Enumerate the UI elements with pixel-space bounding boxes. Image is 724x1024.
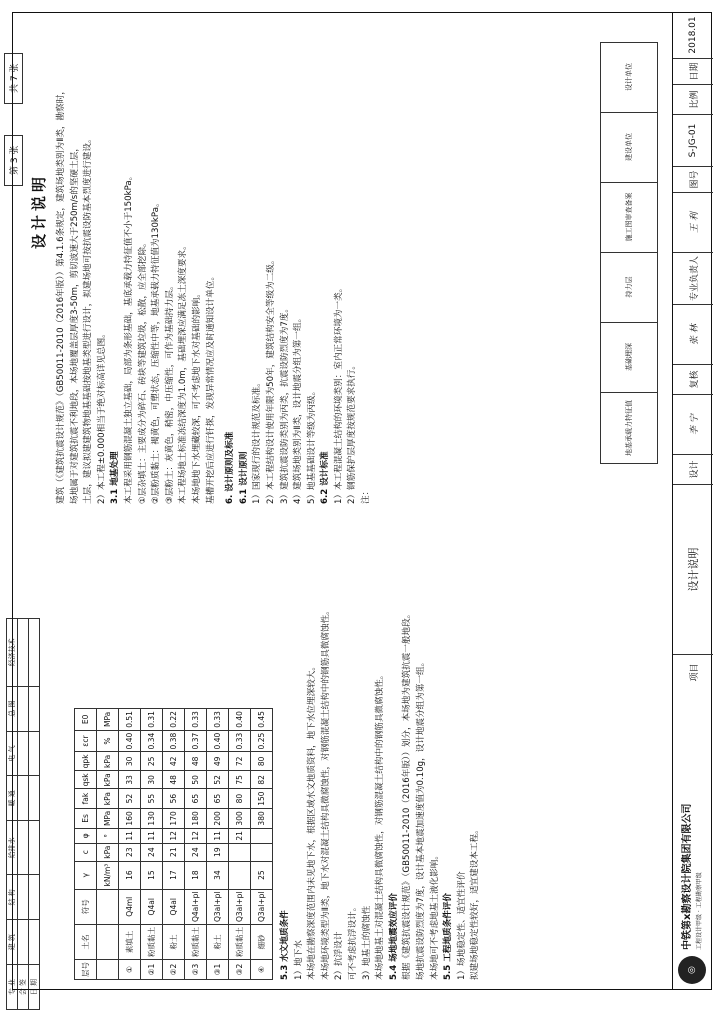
table-cell: 0.40 — [119, 730, 141, 752]
table-unit-cell: kPa — [97, 771, 119, 789]
table-unit-cell: ° — [97, 829, 119, 844]
table-cell: 50 — [185, 771, 207, 789]
paragraph: 本工程采用钢筋混凝土独立基础，局部为条形基础，基底承载力特征值不小于150kPa。 — [123, 171, 134, 504]
table-cell: 21 — [229, 829, 251, 844]
table-cell: 0.25 — [251, 730, 273, 752]
table-row — [119, 709, 141, 980]
table-cell: 19 — [207, 843, 229, 861]
paragraph: 2）本工程±0.000相当于绝对标高详见总图。 — [96, 329, 107, 504]
table-cell: 130 — [141, 808, 163, 828]
table-cell: 粉质黏土 — [141, 925, 163, 960]
table-cell: 49 — [207, 752, 229, 771]
table-cell — [229, 861, 251, 889]
table-row — [163, 709, 185, 980]
list-item: 5）地基基础设计等级为丙级。 — [306, 386, 317, 504]
approval-cell: 建 筑 — [7, 920, 18, 965]
company-logo-icon: ◎ — [678, 956, 706, 984]
page-number: 第 3 张 — [4, 135, 23, 186]
approval-cell: 暖 通 — [7, 776, 18, 821]
table-cell: 0.33 — [207, 709, 229, 731]
note-cell: 建设单位 — [601, 112, 657, 183]
date: 2018.01 — [688, 16, 698, 54]
table-cell: 23 — [119, 843, 141, 861]
table-row — [251, 709, 273, 980]
table-cell: ① — [119, 960, 141, 980]
paragraph: 场地抗震设防烈度为7度，设计基本地震加速度值为0.10g，设计地震分组为第一组。 — [415, 657, 426, 980]
left-column — [55, 24, 374, 504]
paragraph: ③层粉土：灰黄色，稍密，中压缩性，可作为基础持力层。 — [164, 281, 175, 504]
table-cell: 300 — [229, 808, 251, 828]
table-cell: 55 — [141, 789, 163, 808]
table-row — [141, 709, 163, 980]
soil-parameter-table — [74, 708, 273, 980]
table-cell: 34 — [207, 861, 229, 889]
check-label: 复核 — [673, 364, 713, 394]
table-cell: 0.45 — [251, 709, 273, 731]
table-unit-cell: kPa — [97, 752, 119, 771]
table-cell: Q4ml — [119, 889, 141, 924]
table-cell: 24 — [185, 843, 207, 861]
design-signature: 李 宁 — [673, 394, 713, 454]
table-cell: 200 — [207, 808, 229, 828]
approval-cell: 日 期 — [29, 965, 40, 1010]
note-cell: 施工图审查备案 — [601, 182, 657, 253]
drawing-no: S-JG-01 — [673, 114, 713, 166]
paragraph: ①层杂填土：主要成分为碎石、砖块等建筑垃圾，松散，应全部挖除。 — [137, 238, 148, 504]
table-cell: ③1 — [207, 960, 229, 980]
table-unit-cell — [97, 960, 119, 980]
table-cell: 18 — [185, 861, 207, 889]
paragraph: 本场地环境类型为Ⅱ类，地下水对混凝土结构具微腐蚀性，对钢筋混凝土结构中的钢筋具微腐蚀性。 — [320, 606, 331, 980]
table-cell: 12 — [163, 829, 185, 844]
table-header-cell: E0 — [75, 709, 97, 731]
table-cell: 11 — [141, 829, 163, 844]
table-cell: 48 — [185, 752, 207, 771]
table-cell: 80 — [229, 789, 251, 808]
table-cell: 82 — [251, 771, 273, 789]
table-cell: 25 — [141, 752, 163, 771]
table-cell: 75 — [229, 771, 251, 789]
table-cell: 素填土 — [119, 925, 141, 960]
table-cell: 170 — [163, 808, 185, 828]
paragraph: 根据《建筑抗震设计规范》（GB50011-2010（2016年版））划分，本场地为建筑抗震一般地段。 — [402, 609, 413, 980]
table-cell: 25 — [251, 861, 273, 889]
list-item: 1）国家现行的设计规范及标准。 — [252, 378, 263, 504]
list-item: 3）建筑抗震设防类别为丙类，抗震设防烈度为7度。 — [279, 304, 290, 504]
table-cell: 52 — [207, 771, 229, 789]
paragraph: 1）场地稳定性、适宜性评价 — [456, 871, 467, 980]
paragraph: 可不考虑抗浮设计。 — [347, 902, 358, 980]
table-cell: 17 — [163, 861, 185, 889]
approval-cell: 结 构 — [7, 875, 18, 920]
table-cell: 65 — [185, 789, 207, 808]
note-cell: 基础埋深 — [601, 322, 657, 393]
paragraph: 建筑（《建筑抗震设计规范》（GB50011-2010（2016年版））第4.1.6条规定，建筑场地类别为Ⅱ类，勘察时， — [56, 86, 66, 504]
specialty-signature: 王 利 — [673, 192, 713, 252]
paragraph: 本场地地下水埋藏较深，可不考虑地下水对基础的影响。 — [191, 289, 202, 504]
table-cell: ②2 — [163, 960, 185, 980]
table-cell: 65 — [207, 789, 229, 808]
table-cell: 30 — [141, 771, 163, 789]
note-box — [600, 42, 658, 464]
table-cell: 52 — [119, 789, 141, 808]
paragraph: 本场地在勘察深度范围内未见地下水，根据区域水文地质资料，地下水位埋深较大。 — [307, 662, 318, 980]
table-cell: 15 — [141, 861, 163, 889]
check-signature: 张 林 — [673, 304, 713, 364]
table-unit-cell: kN/m³ — [97, 861, 119, 889]
table-cell: 150 — [251, 789, 273, 808]
sub-heading: 3）地基土的腐蚀性 — [361, 905, 372, 980]
paragraph: 基槽开挖后应进行钎探，发现异常情况应及时通知设计单位。 — [205, 271, 216, 504]
table-cell: 12 — [185, 829, 207, 844]
section-heading: 5.4 场地地震效应评价 — [388, 893, 399, 980]
design-label: 设计 — [673, 454, 713, 484]
doc-title: 设计说明 — [30, 172, 48, 249]
table-cell — [229, 843, 251, 861]
table-unit-cell: MPa — [97, 808, 119, 828]
table-unit-cell — [97, 925, 119, 960]
table-cell: 30 — [119, 752, 141, 771]
drawing-title: 设计说明 — [673, 484, 713, 654]
table-cell: 0.51 — [119, 709, 141, 731]
section-heading: 6.2 设计标准 — [320, 451, 331, 504]
list-item: 2）本工程结构设计使用年限为50年，建筑结构安全等级为二级。 — [265, 255, 276, 504]
section-heading: 6.1 设计原则 — [238, 451, 249, 504]
table-cell — [251, 843, 273, 861]
table-cell: 48 — [163, 771, 185, 789]
table-cell: Q4al+pl — [185, 889, 207, 924]
table-row — [229, 709, 251, 980]
approval-cell: 专 业 — [7, 965, 18, 1010]
table-cell: 0.33 — [229, 730, 251, 752]
table-row — [207, 709, 229, 980]
company-sub: 工程设计甲级 · 工程勘察甲级 — [696, 872, 703, 950]
list-item: 1）本工程混凝土结构的环境类别：室内正常环境为一类。 — [333, 283, 344, 504]
paragraph: 场地属于对建筑抗震不利地段，本场地覆盖层厚度3-50m，剪切波速大于250m/s的坚硬土层， — [69, 143, 80, 504]
scale-label: 比例 — [673, 84, 713, 114]
specialty-label: 专业负责人 — [673, 252, 713, 304]
table-cell: 180 — [185, 808, 207, 828]
sub-heading: 2）抗浮设计 — [334, 931, 345, 980]
table-cell: 24 — [141, 843, 163, 861]
approval-cell: 给排水 — [7, 821, 18, 875]
table-cell: 33 — [119, 771, 141, 789]
table-cell: 0.37 — [185, 730, 207, 752]
approval-cell: 总 图 — [7, 686, 18, 731]
table-cell: ④ — [251, 960, 273, 980]
page-total: 共 7 张 — [4, 53, 23, 104]
table-unit-cell: kPa — [97, 789, 119, 808]
project-label: 项目 — [673, 654, 713, 690]
table-cell: 粉土 — [163, 925, 185, 960]
table-cell: 21 — [163, 843, 185, 861]
table-header-cell: fak — [75, 789, 97, 808]
table-header-cell: φ — [75, 829, 97, 844]
paragraph: 本场地可不考虑地基土液化影响。 — [429, 851, 440, 980]
section-heading: 6. 设计原则及标准 — [225, 431, 236, 504]
table-header-cell: 符号 — [75, 889, 97, 924]
approval-cell: 经济技术 — [7, 619, 18, 687]
table-cell: 16 — [119, 861, 141, 889]
table-cell: Q4al — [163, 889, 185, 924]
table-cell: Q3al+pl — [251, 889, 273, 924]
company-name: 中铁第x勘察设计院集团有限公司 — [682, 803, 693, 950]
table-unit-cell: % — [97, 730, 119, 752]
note-cell: 设计单位 — [601, 42, 657, 113]
paragraph: 本工程场地土标准冻结深度为1.0m，基础埋深应满足冻土深度要求。 — [178, 241, 189, 504]
table-header-cell: c — [75, 843, 97, 861]
table-unit-cell — [97, 889, 119, 924]
table-header-cell: 土名 — [75, 925, 97, 960]
list-item: 4）建筑场地类别为Ⅱ类，设计地震分组为第一组。 — [293, 313, 304, 504]
table-unit-cell: MPa — [97, 709, 119, 731]
section-heading: 5.3 水文地质条件 — [280, 910, 290, 980]
table-cell: Q3al+pl — [229, 889, 251, 924]
table-header-cell: γ — [75, 861, 97, 889]
table-cell: 380 — [251, 808, 273, 828]
table-cell: 11 — [119, 829, 141, 844]
table-cell: 72 — [229, 752, 251, 771]
table-header-cell: qpk — [75, 752, 97, 771]
table-cell: 0.22 — [163, 709, 185, 731]
table-cell: 粉质黏土 — [229, 925, 251, 960]
table-header-cell: qsk — [75, 771, 97, 789]
table-header-cell: Es — [75, 808, 97, 828]
table-cell: 0.33 — [185, 709, 207, 731]
table-cell: 0.34 — [141, 730, 163, 752]
note-cell: 持力层 — [601, 252, 657, 323]
right-column — [70, 520, 483, 980]
paragraph: 土层，建议拟建建筑物地基基础按地基类型进行设计，拟建场地可按抗震设防基本烈度进行建设。 — [83, 134, 94, 504]
approval-cell: 会 签 — [18, 965, 29, 1010]
list-item: 2）钢筋保护层厚度按规范要求执行。 — [347, 361, 358, 504]
table-cell: ②1 — [141, 960, 163, 980]
table-header-cell: εcr — [75, 730, 97, 752]
table-row — [185, 709, 207, 980]
table-cell: 160 — [119, 808, 141, 828]
paragraph: 拟建场地稳定性较好，适宜建设本工程。 — [470, 825, 481, 980]
table-header-cell: 层号 — [75, 960, 97, 980]
paragraph: ②层粉质黏土：褐黄色，可塑状态，压缩性中等，地基承载力特征值为130kPa。 — [151, 198, 162, 504]
table-cell: ②3 — [185, 960, 207, 980]
table-cell: 0.31 — [141, 709, 163, 731]
drawing-no-label: 图号 — [673, 166, 713, 192]
table-cell: 80 — [251, 752, 273, 771]
date-label: 日期 — [673, 58, 713, 84]
approval-cell: 电 气 — [7, 731, 18, 776]
table-cell: Q3al+pl — [207, 889, 229, 924]
table-cell — [251, 829, 273, 844]
table-cell: 0.38 — [163, 730, 185, 752]
paragraph: 本场地地基土对混凝土结构具微腐蚀性，对钢筋混凝土结构中的钢筋具微腐蚀性。 — [375, 670, 386, 980]
table-cell: 11 — [207, 829, 229, 844]
sub-heading: 1）地下水 — [293, 940, 304, 980]
table-cell: 0.40 — [207, 730, 229, 752]
section-heading: 3.1 地基处理 — [110, 451, 121, 504]
table-cell: 粉土 — [207, 925, 229, 960]
table-cell: 42 — [163, 752, 185, 771]
note-cell: 地基承载力特征值 — [625, 400, 633, 456]
table-cell: ③2 — [229, 960, 251, 980]
table-cell: 粉质黏土 — [185, 925, 207, 960]
table-cell: 细砂 — [251, 925, 273, 960]
section-heading: 5.5 工程地质条件评价 — [443, 893, 454, 980]
table-cell: Q4al — [141, 889, 163, 924]
table-cell: 0.40 — [229, 709, 251, 731]
note-label: 注： — [361, 486, 372, 504]
table-cell: 56 — [163, 789, 185, 808]
table-unit-cell: kPa — [97, 843, 119, 861]
